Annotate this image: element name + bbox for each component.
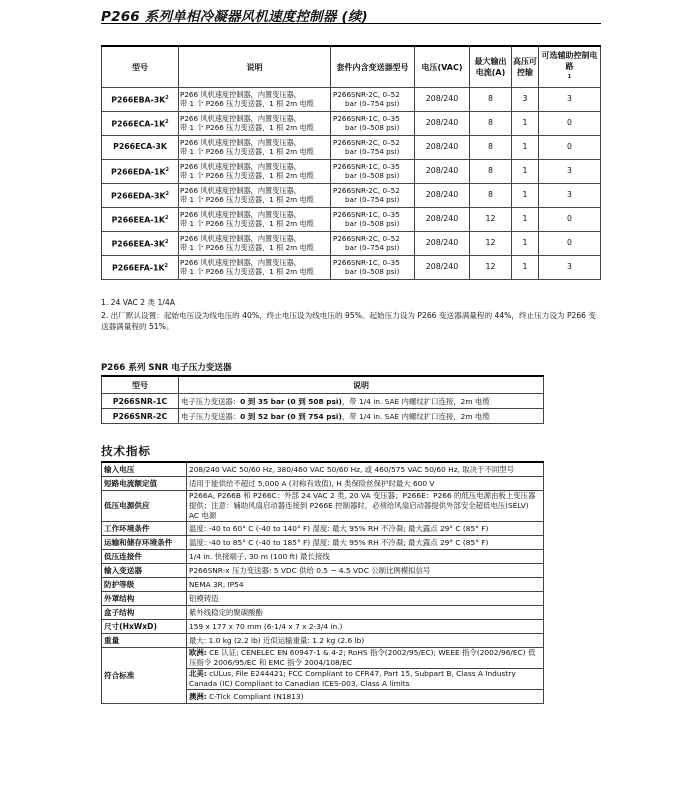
product-description xyxy=(179,160,331,184)
product-description xyxy=(179,136,331,160)
product-sensor xyxy=(331,88,415,112)
snr-description-prefix: 电子压力变送器： xyxy=(181,396,241,406)
product-model-text: P266EEA-3K xyxy=(111,239,165,249)
spec-value: 适用于能供给不超过 5,000 A (对称有效值), H 类保险丝保护时最大 600 V xyxy=(187,477,544,491)
spec-label-compliance: 符合标准 xyxy=(102,648,187,704)
spec-label: 输入变送器 xyxy=(102,564,187,578)
product-sensor-line1: P266SNR-2C, 0–52 xyxy=(333,185,400,195)
product-max-current: 8 xyxy=(470,88,512,112)
spec-label: 盒子结构 xyxy=(102,606,187,620)
product-sensor xyxy=(331,208,415,232)
compliance-north-america xyxy=(187,669,544,690)
snr-description-suffix: ，带 1/4 in. SAE 内螺纹扩口连接，2m 电缆 xyxy=(341,396,490,406)
product-sensor-line2: bar (0–754 psi) xyxy=(345,194,400,204)
snr-model: P266SNR-2C xyxy=(102,409,179,424)
product-aux-circuit: 0 xyxy=(539,136,601,160)
product-high-pressure: 1 xyxy=(512,208,539,232)
product-row xyxy=(102,256,601,280)
product-description-line2: 带 1 个 P266 压力变送器，1 根 2m 电缆 xyxy=(180,266,314,276)
spec-value: 208/240 VAC 50/60 Hz, 380/460 VAC 50/60 Hz, 或 460/575 VAC 50/60 Hz, 取决于不同型号 xyxy=(187,462,544,477)
spec-label: 低压电源供应 xyxy=(102,491,187,522)
product-description-line1: P266 风机速度控制器，内置变压器， xyxy=(180,185,301,195)
product-aux-circuit: 3 xyxy=(539,184,601,208)
spec-label: 工作环境条件 xyxy=(102,522,187,536)
product-sensor-line2: bar (0–754 psi) xyxy=(345,146,400,156)
product-aux-circuit: 3 xyxy=(539,256,601,280)
header-aux-circuit-label: 可选辅助控制电路 xyxy=(541,50,598,71)
spec-row xyxy=(102,606,544,620)
header-aux-circuit xyxy=(539,46,601,88)
product-high-pressure: 3 xyxy=(512,88,539,112)
product-voltage: 208/240 xyxy=(415,232,470,256)
page-title: P266 系列单相冷凝器风机速度控制器 (续) xyxy=(101,9,368,25)
product-voltage: 208/240 xyxy=(415,160,470,184)
spec-label: 防护等级 xyxy=(102,578,187,592)
footnote-2: 2. 出厂默认设置：起始电压设为线电压的 40%，终止电压设为线电压的 95%。起始压力设为 P266 变送器满量程的 44%，终止压力设为 P266 变送器满量程的 51%。 xyxy=(101,311,597,331)
product-description-line1: P266 风机速度控制器，内置变压器， xyxy=(180,137,301,147)
snr-table-header xyxy=(102,376,544,394)
spec-row xyxy=(102,634,544,648)
product-description-line1: P266 风机速度控制器，内置变压器， xyxy=(180,113,301,123)
spec-label: 重量 xyxy=(102,634,187,648)
product-description-line2: 带 1 个 P266 压力变送器，1 根 2m 电缆 xyxy=(180,194,314,204)
product-model-text: P266ECA-3K xyxy=(113,142,167,152)
product-row xyxy=(102,160,601,184)
spec-value: NEMA 3R, IP54 xyxy=(187,578,544,592)
product-description-line1: P266 风机速度控制器，内置变压器， xyxy=(180,209,301,219)
spec-row xyxy=(102,550,544,564)
product-row xyxy=(102,208,601,232)
product-high-pressure: 1 xyxy=(512,256,539,280)
spec-label: 外罩结构 xyxy=(102,592,187,606)
product-model-text: P266EDA-1K xyxy=(110,167,166,177)
product-max-current: 8 xyxy=(470,184,512,208)
product-model xyxy=(102,208,179,232)
product-sensor-line1: P266SNR-2C, 0–52 xyxy=(333,233,400,243)
product-model xyxy=(102,112,179,136)
header-description: 说明 xyxy=(179,46,331,88)
specs-section-title: 技术指标 xyxy=(101,444,151,458)
spec-value: P266SNR-x 压力变送器: 5 VDC 供给 0.5 ~ 4.5 VDC 公制比例模拟信号 xyxy=(187,564,544,578)
product-description xyxy=(179,208,331,232)
product-description xyxy=(179,232,331,256)
snr-section-title: P266 系列 SNR 电子压力变送器 xyxy=(101,363,232,373)
spec-label: 低压连接件 xyxy=(102,550,187,564)
product-model-note: 2 xyxy=(164,214,169,221)
spec-label: 输入电压 xyxy=(102,462,187,477)
product-sensor-line1: P266SNR-1C, 0–35 xyxy=(333,113,400,123)
product-voltage: 208/240 xyxy=(415,88,470,112)
spec-value: 紫外线稳定的聚碳酸酯 xyxy=(187,606,544,620)
header-sensor: 套件内含变送器型号 xyxy=(331,46,415,88)
snr-description-suffix: ，带 1/4 in. SAE 内螺纹扩口连接，2m 电缆 xyxy=(341,411,490,421)
product-sensor xyxy=(331,112,415,136)
product-model-text: P266EEA-1K xyxy=(111,215,165,225)
product-max-current: 12 xyxy=(470,232,512,256)
product-aux-circuit: 0 xyxy=(539,208,601,232)
product-high-pressure: 1 xyxy=(512,112,539,136)
compliance-australia-label: 澳洲: xyxy=(189,691,207,701)
product-sensor-line1: P266SNR-1C, 0–35 xyxy=(333,161,400,171)
product-sensor-line2: bar (0–754 psi) xyxy=(345,242,400,252)
product-row xyxy=(102,232,601,256)
compliance-europe xyxy=(187,648,544,669)
spec-row xyxy=(102,564,544,578)
spec-label: 短路电流额定值 xyxy=(102,477,187,491)
spec-value: 温度: -40 to 85° C (-40 to 185° F) 湿度: 最大 95% RH 不冷凝; 最大露点 29° C (85° F) xyxy=(187,536,544,550)
compliance-australia-text: C-Tick Compliant (N1813) xyxy=(209,691,304,701)
spec-row xyxy=(102,592,544,606)
product-description-line1: P266 风机速度控制器，内置变压器， xyxy=(180,257,301,267)
spec-value: 铝模铸造 xyxy=(187,592,544,606)
product-description-line1: P266 风机速度控制器，内置变压器， xyxy=(180,233,301,243)
product-high-pressure: 1 xyxy=(512,136,539,160)
product-sensor-line1: P266SNR-1C, 0–35 xyxy=(333,257,400,267)
product-high-pressure: 1 xyxy=(512,232,539,256)
spec-value: 温度: -40 to 60° C (-40 to 140° F) 湿度: 最大 95% RH 不冷凝; 最大露点 29° C (85° F) xyxy=(187,522,544,536)
compliance-europe-text: CE 认证; CENELEC EN 60947-1 & 4-2; RoHS 指令(2002/95/EC); WEEE 指令(2002/96/EC) 低压指令 2006/95/EC 和 EMC 指令 2004/108/EC xyxy=(189,648,536,667)
product-model-text: P266EDA-3K xyxy=(110,191,166,201)
product-table xyxy=(101,45,601,280)
product-model-text: P266EFA-1K xyxy=(112,263,165,273)
product-model xyxy=(102,88,179,112)
product-description-line2: 带 1 个 P266 压力变送器，1 根 2m 电缆 xyxy=(180,242,314,252)
product-voltage: 208/240 xyxy=(415,136,470,160)
footnote-1: 1. 24 VAC 2 类 1/4A xyxy=(101,298,175,307)
product-model-text: P266ECA-1K xyxy=(111,119,166,129)
product-high-pressure: 1 xyxy=(512,160,539,184)
spec-value: 159 x 177 x 70 mm (6-1/4 x 7 x 2-3/4 in.) xyxy=(187,620,544,634)
header-model: 型号 xyxy=(102,46,179,88)
product-sensor-line2: bar (0–508 psi) xyxy=(345,122,400,132)
product-description-line2: 带 1 个 P266 压力变送器，1 根 2m 电缆 xyxy=(180,122,314,132)
product-model-note: 2 xyxy=(165,118,169,125)
compliance-north-america-label: 北美: xyxy=(189,669,207,678)
product-row xyxy=(102,136,601,160)
product-description xyxy=(179,184,331,208)
product-max-current: 12 xyxy=(470,256,512,280)
spec-label: 尺寸(HxWxD) xyxy=(102,620,187,634)
product-row xyxy=(102,184,601,208)
product-sensor-line2: bar (0–508 psi) xyxy=(345,218,400,228)
compliance-north-america-text: cULus, File E244421; FCC Compliant to CFR47, Part 15, Subpart B, Class A Industry Canada (IC) Compliant to Canadian ICES-003, Class A limits xyxy=(189,669,516,688)
spec-value: 最大: 1.0 kg (2.2 lb) 近似运输重量: 1.2 kg (2.6 lb) xyxy=(187,634,544,648)
product-max-current: 8 xyxy=(470,112,512,136)
snr-row xyxy=(102,394,544,409)
product-description xyxy=(179,88,331,112)
compliance-europe-row xyxy=(102,648,544,669)
spec-value: P266A, P266B 和 P266C：外部 24 VAC 2 类, 20 VA 变压器；P266E：P266 的低压电源由板上变压器提供；注意：辅助风扇启动器连接到 P266E 控制器时，必须给风扇启动器提供外部安全超低电压(SELV) AC 电源 xyxy=(187,491,544,522)
product-sensor-line1: P266SNR-2C, 0–52 xyxy=(333,137,400,147)
product-model xyxy=(102,136,179,160)
product-aux-circuit: 3 xyxy=(539,88,601,112)
product-model-note: 2 xyxy=(164,238,169,245)
product-aux-circuit: 3 xyxy=(539,160,601,184)
snr-table xyxy=(101,375,544,424)
product-max-current: 12 xyxy=(470,208,512,232)
product-model-note: 2 xyxy=(164,262,168,269)
spec-row xyxy=(102,477,544,491)
title-rule xyxy=(101,23,601,24)
product-model-text: P266EBA-3K xyxy=(111,95,166,105)
product-sensor xyxy=(331,256,415,280)
product-sensor-line2: bar (0–754 psi) xyxy=(345,98,400,108)
product-description xyxy=(179,256,331,280)
product-description-line2: 带 1 个 P266 压力变送器，1 根 2m 电缆 xyxy=(180,170,314,180)
product-aux-circuit: 0 xyxy=(539,112,601,136)
snr-description xyxy=(179,394,544,409)
header-voltage: 电压(VAC) xyxy=(415,46,470,88)
compliance-europe-label: 欧洲: xyxy=(189,648,207,657)
product-voltage: 208/240 xyxy=(415,256,470,280)
product-model-note: 2 xyxy=(165,94,169,101)
snr-row xyxy=(102,409,544,424)
product-sensor xyxy=(331,184,415,208)
product-model xyxy=(102,256,179,280)
compliance-australia xyxy=(187,690,544,704)
product-sensor-line2: bar (0–508 psi) xyxy=(345,266,400,276)
product-description-line1: P266 风机速度控制器，内置变压器， xyxy=(180,161,301,171)
spec-value: 1/4 in. 快接端子, 30 m (100 ft) 最长接线 xyxy=(187,550,544,564)
snr-range: 0 到 35 bar (0 到 508 psi) xyxy=(240,396,342,406)
product-high-pressure: 1 xyxy=(512,184,539,208)
spec-row xyxy=(102,491,544,522)
snr-description xyxy=(179,409,544,424)
spec-row xyxy=(102,522,544,536)
product-description-line2: 带 1 个 P266 压力变送器，1 根 2m 电缆 xyxy=(180,218,314,228)
spec-row xyxy=(102,462,544,477)
product-row xyxy=(102,88,601,112)
spec-row xyxy=(102,536,544,550)
product-model xyxy=(102,232,179,256)
spec-row xyxy=(102,578,544,592)
product-description-line1: P266 风机速度控制器，内置变压器， xyxy=(180,89,301,99)
product-max-current: 8 xyxy=(470,136,512,160)
snr-header-model: 型号 xyxy=(102,376,179,394)
specs-table xyxy=(101,461,544,704)
product-sensor-line2: bar (0–508 psi) xyxy=(345,170,400,180)
snr-range: 0 到 52 bar (0 到 754 psi) xyxy=(240,411,342,421)
product-sensor-line1: P266SNR-1C, 0–35 xyxy=(333,209,400,219)
product-aux-circuit: 0 xyxy=(539,232,601,256)
product-sensor-line1: P266SNR-2C, 0–52 xyxy=(333,89,400,99)
product-sensor xyxy=(331,232,415,256)
snr-header-description: 说明 xyxy=(179,376,544,394)
snr-description-prefix: 电子压力变送器： xyxy=(181,411,241,421)
product-max-current: 8 xyxy=(470,160,512,184)
header-max-current: 最大输出电流(A) xyxy=(470,46,512,88)
spec-label: 运输和储存环境条件 xyxy=(102,536,187,550)
product-row xyxy=(102,112,601,136)
product-sensor xyxy=(331,136,415,160)
product-description-line2: 带 1 个 P266 压力变送器，1 根 2m 电缆 xyxy=(180,146,314,156)
product-model xyxy=(102,184,179,208)
spec-row xyxy=(102,620,544,634)
product-sensor xyxy=(331,160,415,184)
product-voltage: 208/240 xyxy=(415,112,470,136)
product-model-note: 2 xyxy=(165,190,169,197)
product-description xyxy=(179,112,331,136)
product-model xyxy=(102,160,179,184)
product-description-line2: 带 1 个 P266 压力变送器，1 根 2m 电缆 xyxy=(180,98,314,108)
product-model-note: 2 xyxy=(165,166,169,173)
header-high-pressure: 高压可控输 xyxy=(512,46,539,88)
header-aux-note-ref: 1 xyxy=(567,73,572,80)
product-voltage: 208/240 xyxy=(415,184,470,208)
product-voltage: 208/240 xyxy=(415,208,470,232)
product-table-header xyxy=(102,46,601,88)
snr-model: P266SNR-1C xyxy=(102,394,179,409)
